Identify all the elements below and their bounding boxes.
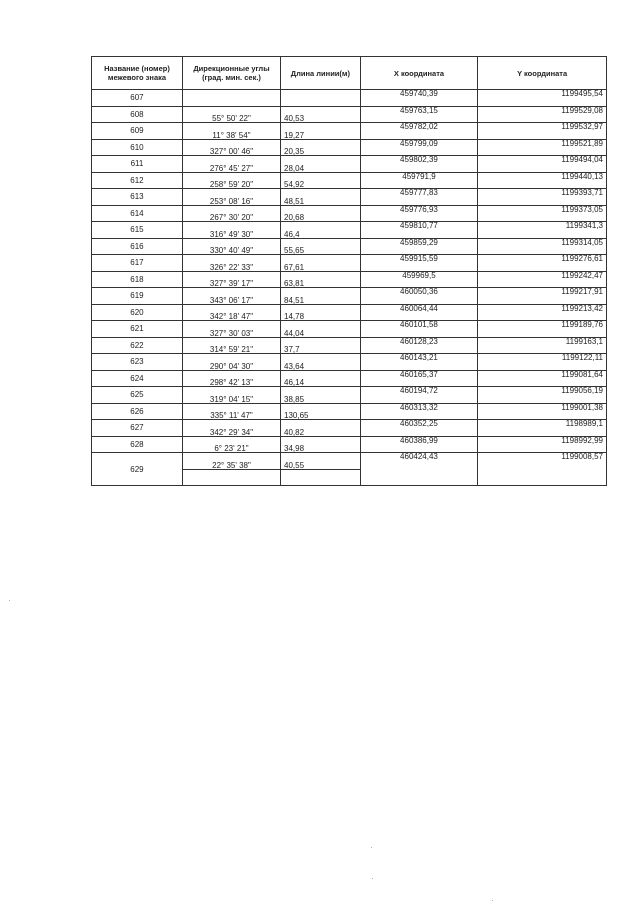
direction-angle-cell: 327° 00' 46" <box>182 139 280 156</box>
x-coordinate-cell: 459859,29 <box>360 238 478 255</box>
x-coordinate-cell: 460352,25 <box>360 420 478 437</box>
empty-cell <box>281 469 361 486</box>
point-name-cell: 628 <box>92 436 183 453</box>
line-length-cell: 43,64 <box>281 354 361 371</box>
point-name-cell: 616 <box>92 238 183 255</box>
direction-angle-cell: 290° 04' 30" <box>182 354 280 371</box>
point-name-cell: 611 <box>92 156 183 173</box>
header-x-coordinate: X координата <box>360 57 478 90</box>
point-name-cell: 626 <box>92 403 183 420</box>
direction-angle-cell: 326° 22' 33" <box>182 255 280 272</box>
direction-angle-cell: 327° 30' 03" <box>182 321 280 338</box>
table-row <box>92 90 607 107</box>
x-coordinate-cell: 459776,93 <box>360 205 478 222</box>
line-length-cell: 54,92 <box>281 172 361 189</box>
x-coordinate-cell: 459791,9 <box>360 172 478 189</box>
header-line-length: Длина линии(м) <box>281 57 361 90</box>
point-name-cell: 615 <box>92 222 183 239</box>
y-coordinate-cell: 1198992,99 <box>478 436 607 453</box>
direction-angle-cell: 55° 50' 22" <box>182 106 280 123</box>
point-name-cell: 617 <box>92 255 183 272</box>
point-name-cell: 613 <box>92 189 183 206</box>
line-length-cell: 84,51 <box>281 288 361 305</box>
point-name-cell: 627 <box>92 420 183 437</box>
direction-angle-cell: 253° 08' 16" <box>182 189 280 206</box>
y-coordinate-cell: 1199314,05 <box>478 238 607 255</box>
y-coordinate-cell: 1199189,76 <box>478 321 607 338</box>
direction-angle-cell: 342° 18' 47" <box>182 304 280 321</box>
direction-angle-cell: 314° 59' 21" <box>182 337 280 354</box>
x-coordinate-cell: 459969,5 <box>360 271 478 288</box>
coordinates-table <box>91 56 607 486</box>
point-name-cell: 608 <box>92 106 183 123</box>
point-name-cell: 621 <box>92 321 183 338</box>
line-length-cell: 67,61 <box>281 255 361 272</box>
point-name-cell: 625 <box>92 387 183 404</box>
x-coordinate-cell: 460064,44 <box>360 304 478 321</box>
y-coordinate-cell: 1199495,54 <box>478 90 607 107</box>
x-coordinate-cell: 459802,39 <box>360 156 478 173</box>
scan-speck <box>9 600 10 601</box>
line-length-cell: 46,4 <box>281 222 361 239</box>
direction-angle-cell: 316° 49' 30" <box>182 222 280 239</box>
direction-angle-cell: 22° 35' 38" <box>182 453 280 470</box>
direction-angle-cell: 258° 59' 20" <box>182 172 280 189</box>
point-name-cell: 612 <box>92 172 183 189</box>
point-name-cell: 620 <box>92 304 183 321</box>
y-coordinate-cell: 1199163,1 <box>478 337 607 354</box>
line-length-cell: 19,27 <box>281 123 361 140</box>
direction-angle-cell: 276° 45' 27" <box>182 156 280 173</box>
line-length-cell: 48,51 <box>281 189 361 206</box>
empty-cell <box>182 90 280 107</box>
y-coordinate-cell: 1199242,47 <box>478 271 607 288</box>
x-coordinate-cell: 460050,36 <box>360 288 478 305</box>
line-length-cell: 20,35 <box>281 139 361 156</box>
scan-speck <box>371 847 372 848</box>
y-coordinate-cell: 1199217,91 <box>478 288 607 305</box>
x-coordinate-cell: 460424,43 <box>360 453 478 486</box>
y-coordinate-cell: 1199213,42 <box>478 304 607 321</box>
empty-cell <box>281 90 361 107</box>
line-length-cell: 40,55 <box>281 453 361 470</box>
point-name-cell: 610 <box>92 139 183 156</box>
x-coordinate-cell: 460386,99 <box>360 436 478 453</box>
y-coordinate-cell: 1199056,19 <box>478 387 607 404</box>
line-length-cell: 40,53 <box>281 106 361 123</box>
y-coordinate-cell: 1199341,3 <box>478 222 607 239</box>
y-coordinate-cell: 1199373,05 <box>478 205 607 222</box>
direction-angle-cell: 342° 29' 34" <box>182 420 280 437</box>
line-length-cell: 46,14 <box>281 370 361 387</box>
point-name-cell: 622 <box>92 337 183 354</box>
point-name-cell: 623 <box>92 354 183 371</box>
x-coordinate-cell: 460143,21 <box>360 354 478 371</box>
line-length-cell: 37,7 <box>281 337 361 354</box>
direction-angle-cell: 327° 39' 17" <box>182 271 280 288</box>
y-coordinate-cell: 1199081,64 <box>478 370 607 387</box>
x-coordinate-cell: 460128,23 <box>360 337 478 354</box>
y-coordinate-cell: 1198989,1 <box>478 420 607 437</box>
line-length-cell: 44,04 <box>281 321 361 338</box>
x-coordinate-cell: 459763,15 <box>360 106 478 123</box>
direction-angle-cell: 335° 11' 47" <box>182 403 280 420</box>
header-direction-angle: Дирекционные углы (град. мин. сек.) <box>182 57 280 90</box>
x-coordinate-cell: 459799,09 <box>360 139 478 156</box>
x-coordinate-cell: 459782,02 <box>360 123 478 140</box>
direction-angle-cell: 6° 23' 21" <box>182 436 280 453</box>
y-coordinate-cell: 1199001,38 <box>478 403 607 420</box>
x-coordinate-cell: 460101,58 <box>360 321 478 338</box>
line-length-cell: 20,68 <box>281 205 361 222</box>
point-name-cell: 619 <box>92 288 183 305</box>
x-coordinate-cell: 459915,59 <box>360 255 478 272</box>
line-length-cell: 28,04 <box>281 156 361 173</box>
line-length-cell: 55,65 <box>281 238 361 255</box>
direction-angle-cell: 11° 38' 54" <box>182 123 280 140</box>
x-coordinate-cell: 460194,72 <box>360 387 478 404</box>
point-name-cell: 607 <box>92 90 183 107</box>
x-coordinate-cell: 459810,77 <box>360 222 478 239</box>
line-length-cell: 34,98 <box>281 436 361 453</box>
scan-speck <box>372 878 373 879</box>
table-body <box>92 90 607 486</box>
y-coordinate-cell: 1199008,57 <box>478 453 607 486</box>
direction-angle-cell: 298° 42' 13" <box>182 370 280 387</box>
empty-cell <box>182 469 280 486</box>
line-length-cell: 38,85 <box>281 387 361 404</box>
scan-speck <box>492 900 493 901</box>
point-name-cell: 624 <box>92 370 183 387</box>
line-length-cell: 14,78 <box>281 304 361 321</box>
line-length-cell: 130,65 <box>281 403 361 420</box>
x-coordinate-cell: 460313,32 <box>360 403 478 420</box>
line-length-cell: 40,82 <box>281 420 361 437</box>
table-header-row <box>92 57 607 90</box>
y-coordinate-cell: 1199393,71 <box>478 189 607 206</box>
point-name-cell: 614 <box>92 205 183 222</box>
y-coordinate-cell: 1199122,11 <box>478 354 607 371</box>
direction-angle-cell: 330° 40' 49" <box>182 238 280 255</box>
y-coordinate-cell: 1199529,08 <box>478 106 607 123</box>
y-coordinate-cell: 1199440,13 <box>478 172 607 189</box>
y-coordinate-cell: 1199276,61 <box>478 255 607 272</box>
y-coordinate-cell: 1199494,04 <box>478 156 607 173</box>
direction-angle-cell: 343° 06' 17" <box>182 288 280 305</box>
y-coordinate-cell: 1199521,89 <box>478 139 607 156</box>
x-coordinate-cell: 459777,83 <box>360 189 478 206</box>
x-coordinate-cell: 460165,37 <box>360 370 478 387</box>
point-name-cell: 618 <box>92 271 183 288</box>
direction-angle-cell: 319° 04' 15" <box>182 387 280 404</box>
y-coordinate-cell: 1199532,97 <box>478 123 607 140</box>
header-point-name: Название (номер) межевого знака <box>92 57 183 90</box>
point-name-cell: 609 <box>92 123 183 140</box>
direction-angle-cell: 267° 30' 20" <box>182 205 280 222</box>
point-name-cell: 629 <box>92 453 183 486</box>
x-coordinate-cell: 459740,39 <box>360 90 478 107</box>
header-y-coordinate: Y координата <box>478 57 607 90</box>
line-length-cell: 63,81 <box>281 271 361 288</box>
